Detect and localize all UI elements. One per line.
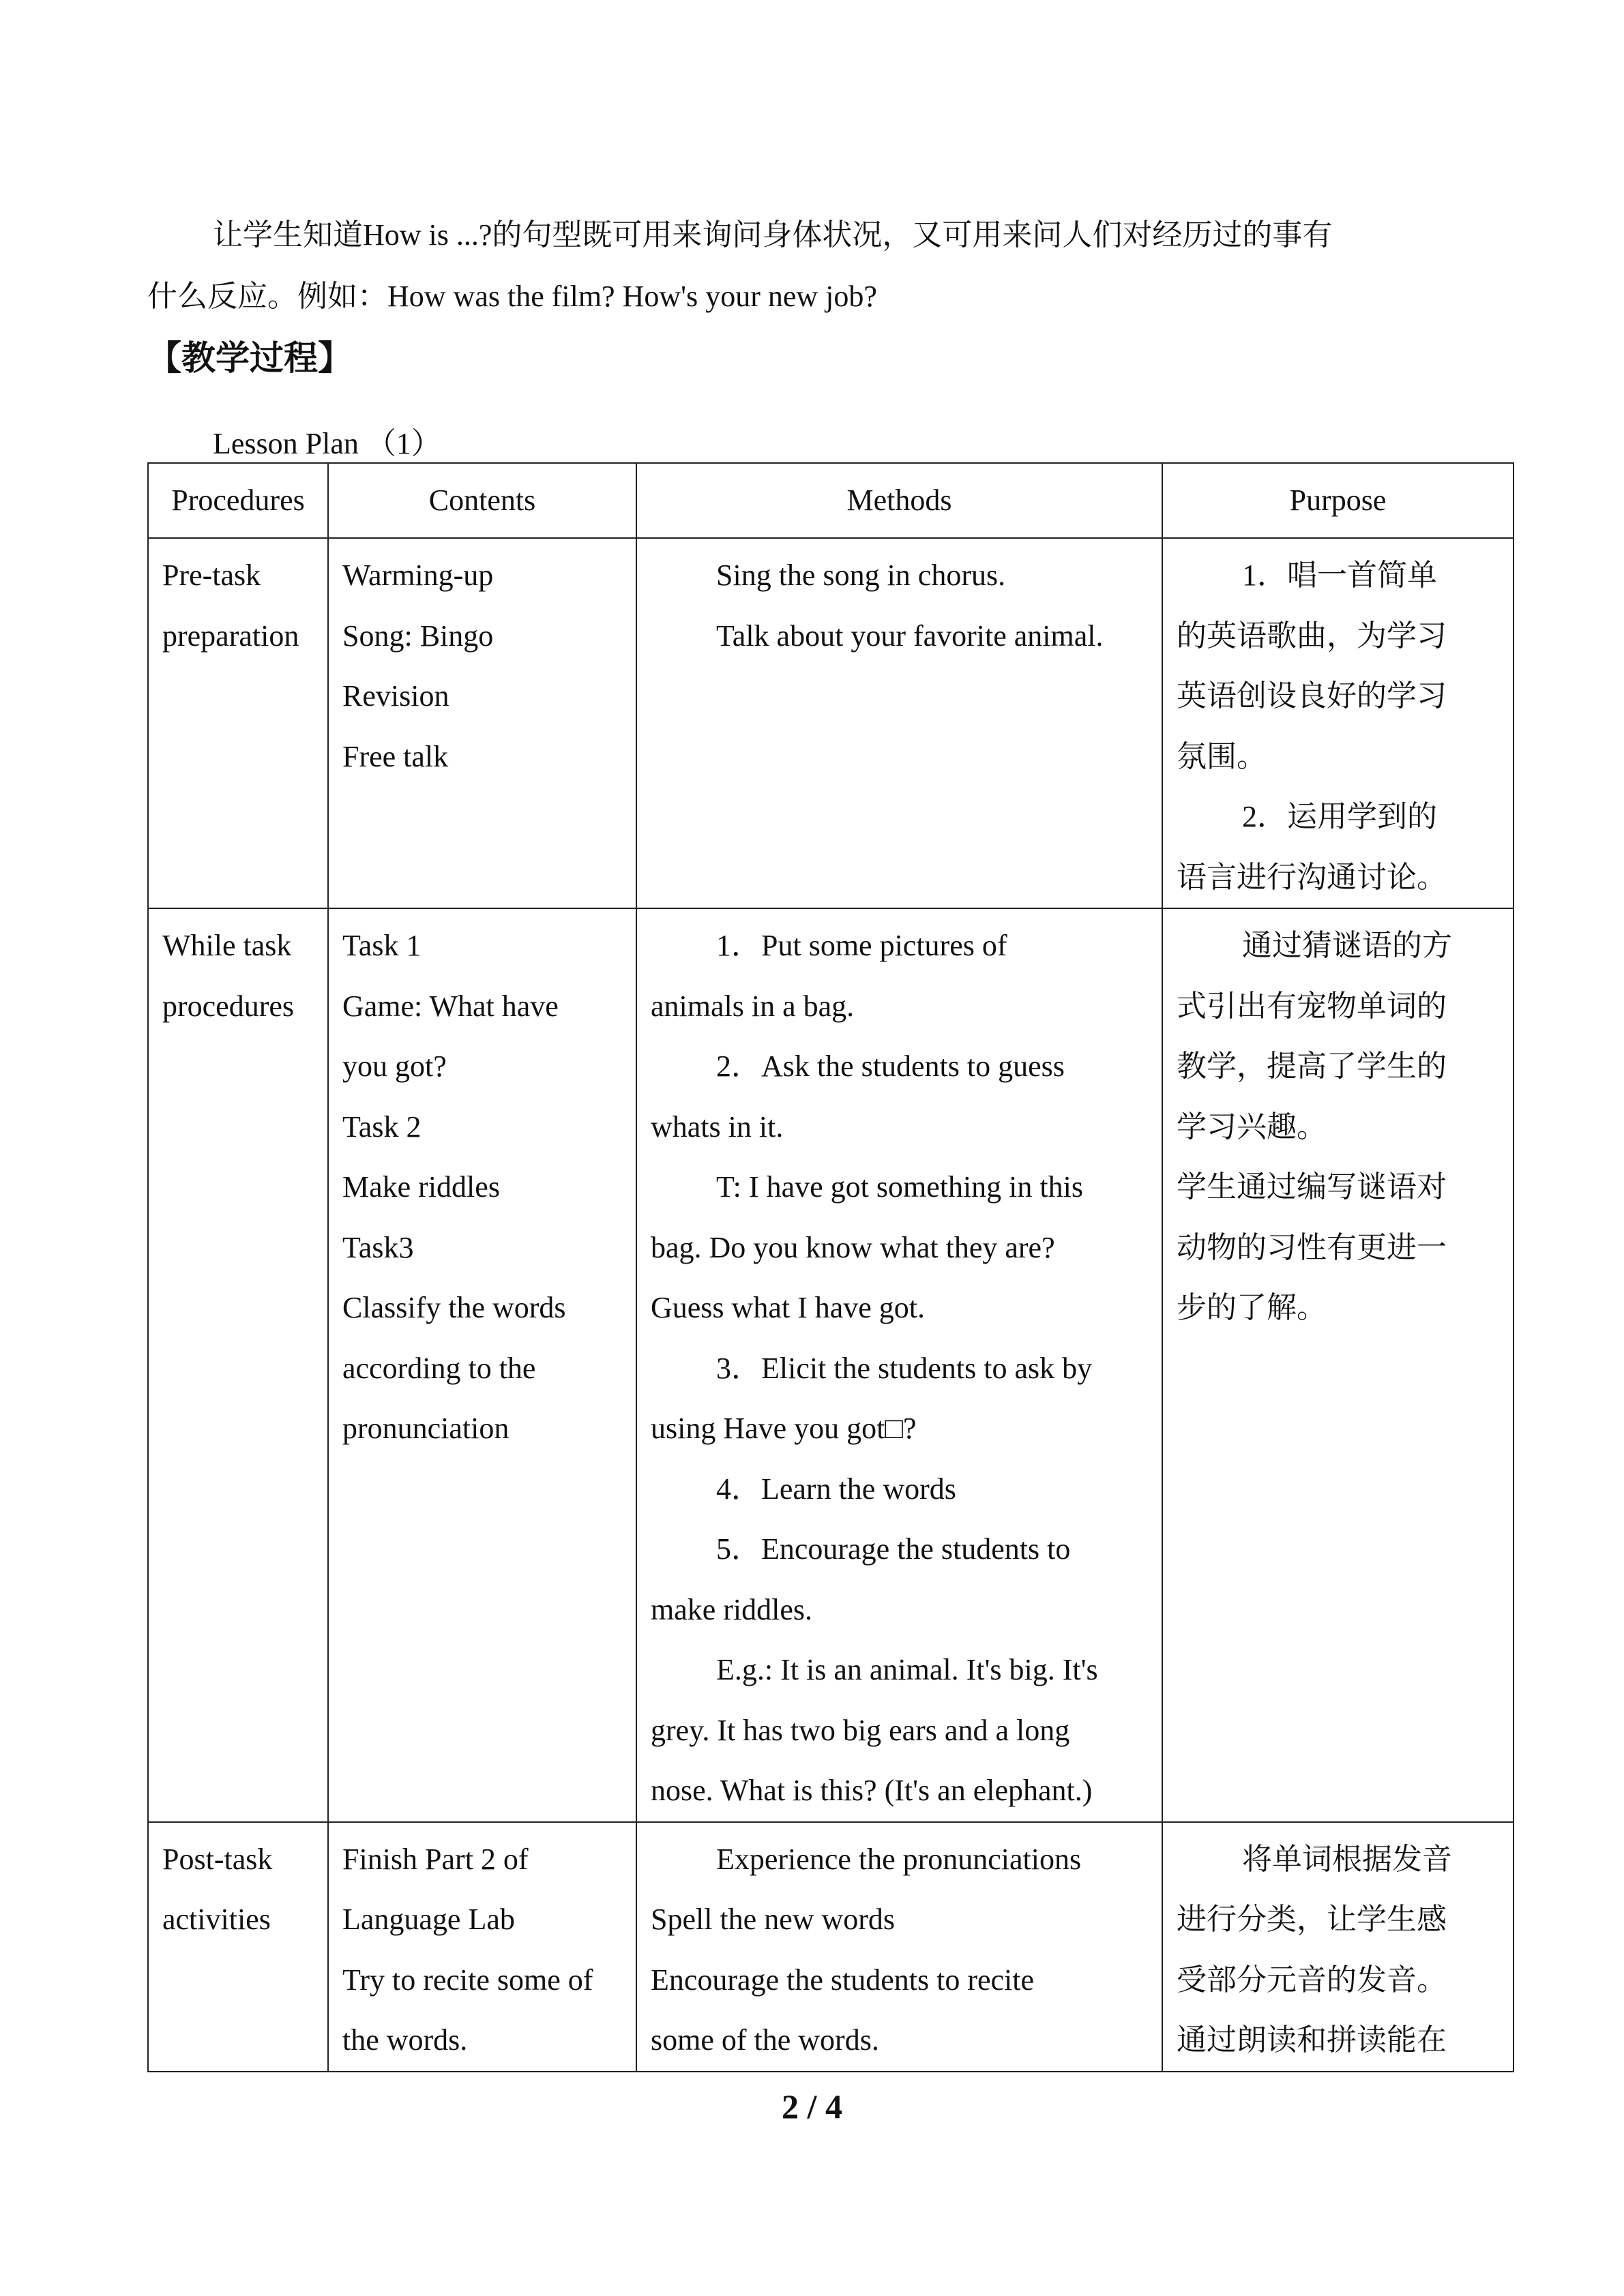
- procedure-cell-line: activities: [162, 1903, 271, 1936]
- table-header-row: [148, 463, 1514, 538]
- methods-cell-line: T: I have got something in this: [716, 1170, 1083, 1204]
- table-row: [148, 1822, 1514, 2072]
- purpose-cell-line: 步的了解。: [1177, 1291, 1327, 1324]
- table-row: [148, 538, 1514, 908]
- header-procedures: Procedures: [148, 463, 328, 538]
- table-caption: Lesson Plan （1）: [213, 427, 441, 460]
- purpose-cell-line: 式引出有宠物单词的: [1177, 989, 1447, 1023]
- methods-cell-line: using Have you got□?: [651, 1412, 917, 1445]
- contents-cell-line: Language Lab: [342, 1903, 515, 1936]
- procedure-cell-line: procedures: [162, 989, 295, 1023]
- contents-cell: [328, 538, 636, 908]
- contents-cell-line: the words.: [342, 2023, 468, 2057]
- procedure-cell-line: preparation: [162, 618, 299, 653]
- contents-cell-line: Warming-up: [342, 558, 494, 592]
- contents-cell: [328, 1822, 636, 2072]
- methods-cell-line: 3．Elicit the students to ask by: [716, 1351, 1093, 1385]
- contents-cell-line: Task 2: [342, 1109, 422, 1144]
- contents-cell-line: Make riddles: [342, 1170, 500, 1204]
- methods-cell-line: animals in a bag.: [651, 989, 855, 1023]
- contents-cell-line: Free talk: [342, 739, 449, 773]
- purpose-cell-line: 2．运用学到的: [1242, 800, 1437, 833]
- methods-cell-line: Sing the song in chorus.: [716, 558, 1006, 592]
- contents-cell-line: Try to recite some of: [342, 1963, 593, 1997]
- methods-cell-line: 1．Put some pictures of: [716, 929, 1007, 962]
- methods-cell-line: grey. It has two big ears and a long: [651, 1713, 1070, 1747]
- contents-cell-line: Task 1: [342, 929, 422, 962]
- methods-cell-line: Experience the pronunciations: [716, 1842, 1082, 1876]
- purpose-cell-line: 进行分类，让学生感: [1177, 1903, 1447, 1936]
- methods-cell-line: some of the words.: [651, 2023, 879, 2057]
- purpose-cell-line: 英语创设良好的学习: [1177, 679, 1447, 713]
- table-row: [148, 908, 1514, 1822]
- methods-cell-line: Encourage the students to recite: [651, 1963, 1035, 1997]
- header-contents: Contents: [328, 463, 636, 538]
- purpose-cell-line: 语言进行沟通讨论。: [1177, 860, 1447, 894]
- methods-cell-line: E.g.: It is an animal. It's big. It's: [716, 1653, 1098, 1686]
- methods-cell: [636, 908, 1162, 1822]
- intro-line1-text: 让学生知道How is ...?的句型既可用来询问身体状况，又可用来问人们对经历过的事有: [213, 218, 1333, 252]
- intro-line2-text: 什么反应。例如：How was the film? How's your new job?: [147, 280, 877, 313]
- contents-cell-line: Task3: [342, 1230, 414, 1264]
- contents-cell-line: Finish Part 2 of: [342, 1842, 529, 1876]
- purpose-cell-line: 的英语歌曲，为学习: [1177, 618, 1447, 653]
- methods-cell-line: make riddles.: [651, 1592, 813, 1626]
- methods-cell-line: nose. What is this? (It's an elephant.): [651, 1774, 1093, 1807]
- header-methods: Methods: [636, 463, 1162, 538]
- intro-paragraph-line2: [147, 266, 1484, 327]
- purpose-cell: [1162, 538, 1514, 908]
- purpose-cell-line: 受部分元音的发音。: [1177, 1963, 1447, 1997]
- contents-cell-line: Classify the words: [342, 1291, 566, 1324]
- methods-cell-line: 2．Ask the students to guess: [716, 1049, 1065, 1083]
- purpose-cell-line: 动物的习性有更进一: [1177, 1230, 1447, 1264]
- lesson-plan-table: [147, 462, 1514, 2072]
- methods-cell-line: 5．Encourage the students to: [716, 1532, 1071, 1566]
- procedure-cell: [148, 1822, 328, 2072]
- header-purpose: Purpose: [1162, 463, 1514, 538]
- procedure-cell-line: Post-task: [162, 1842, 273, 1876]
- purpose-cell-line: 教学，提高了学生的: [1177, 1049, 1447, 1083]
- purpose-cell-line: 学生通过编写谜语对: [1177, 1170, 1447, 1204]
- purpose-cell: [1162, 1822, 1514, 2072]
- procedure-cell-line: While task: [162, 929, 292, 962]
- methods-cell-line: whats in it.: [651, 1109, 784, 1144]
- contents-cell-line: Song: Bingo: [342, 618, 494, 653]
- procedure-cell: [148, 538, 328, 908]
- purpose-cell-line: 学习兴趣。: [1177, 1109, 1327, 1144]
- methods-cell-line: Spell the new words: [651, 1903, 896, 1936]
- procedure-cell-line: Pre-task: [162, 558, 261, 592]
- intro-paragraph-line1: [147, 205, 1484, 266]
- contents-cell-line: you got?: [342, 1049, 447, 1083]
- methods-cell: [636, 1822, 1162, 2072]
- purpose-cell-line: 将单词根据发音: [1242, 1842, 1452, 1876]
- purpose-cell-line: 1．唱一首简单: [1242, 558, 1437, 592]
- page-number: 2 / 4: [782, 2087, 842, 2126]
- methods-cell-line: 4．Learn the words: [716, 1472, 956, 1506]
- contents-cell-line: according to the: [342, 1351, 536, 1385]
- table-body: [148, 538, 1514, 2072]
- section-heading: 【教学过程】: [147, 338, 352, 378]
- methods-cell-line: Talk about your favorite animal.: [716, 618, 1104, 653]
- methods-cell-line: bag. Do you know what they are?: [651, 1230, 1055, 1264]
- purpose-cell-line: 通过猜谜语的方: [1242, 929, 1452, 962]
- contents-cell-line: pronunciation: [342, 1412, 510, 1445]
- purpose-cell-line: 氛围。: [1177, 739, 1267, 773]
- procedure-cell: [148, 908, 328, 1822]
- methods-cell-line: Guess what I have got.: [651, 1291, 926, 1324]
- contents-cell-line: Game: What have: [342, 989, 559, 1023]
- contents-cell-line: Revision: [342, 679, 449, 713]
- methods-cell: [636, 538, 1162, 908]
- purpose-cell-line: 通过朗读和拼读能在: [1177, 2023, 1447, 2057]
- contents-cell: [328, 908, 636, 1822]
- purpose-cell: [1162, 908, 1514, 1822]
